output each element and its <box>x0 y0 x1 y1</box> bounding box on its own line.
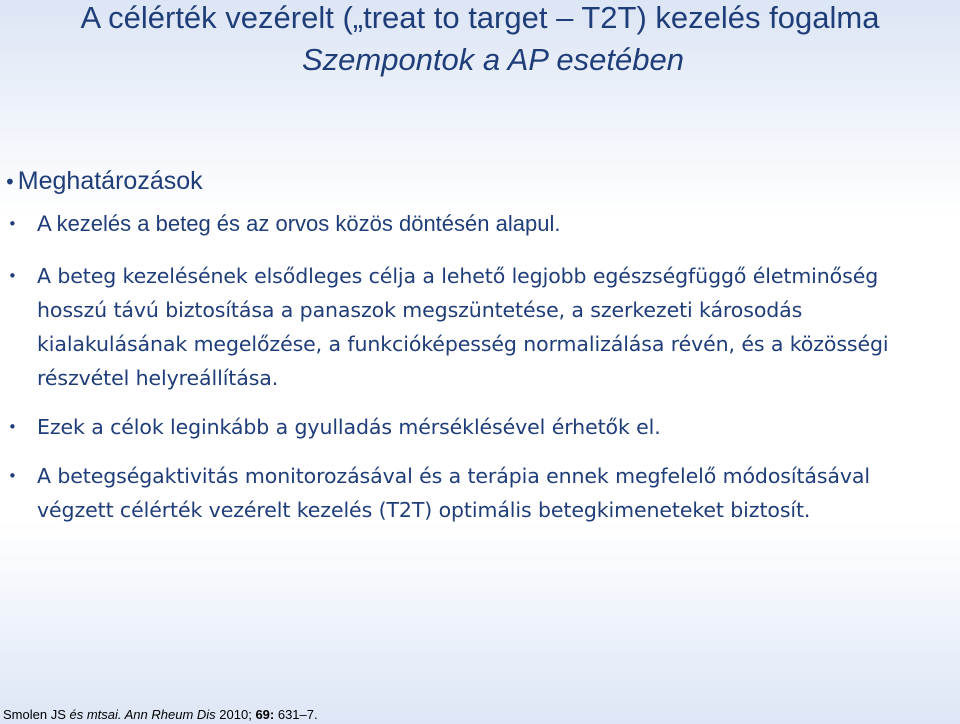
bullet-item <box>0 459 960 527</box>
citation-journal: és mtsai. Ann Rheum Dis <box>69 707 216 722</box>
title-line-2: Szempontok a AP esetében <box>301 42 684 77</box>
bullet-list <box>0 207 960 527</box>
bullet-icon: • <box>8 418 17 436</box>
bullet-text: A kezelés a beteg és az orvos közös döntésén alapul. <box>37 211 561 236</box>
bullet-text-line: végzett célérték vezérelt kezelés (T2T) optimális betegkimeneteket biztosít. <box>37 498 811 522</box>
citation-authors: Smolen JS <box>3 707 70 722</box>
bullet-icon: • <box>8 267 17 285</box>
citation-year: 2010; <box>215 707 256 722</box>
section-heading <box>4 165 203 198</box>
heading-bullet-icon: • <box>4 170 16 194</box>
bullet-item <box>0 207 960 241</box>
bullet-item <box>0 410 960 444</box>
citation-footer <box>3 706 318 724</box>
bullet-item <box>0 259 960 395</box>
bullet-text-line: A beteg kezelésének elsődleges célja a lehető legjobb egészségfüggő életminőség <box>37 264 879 288</box>
bullet-icon: • <box>8 215 17 233</box>
heading-text: Meghatározások <box>17 167 203 195</box>
bullet-text-line: A betegségaktivitás monitorozásával és a terápia ennek megfelelő módosításával <box>37 464 870 488</box>
bullet-text-line: hosszú távú biztosítása a panaszok megszüntetése, a szerkezeti károsodás <box>37 298 803 322</box>
citation-volume: 69: <box>255 707 275 722</box>
bullet-text: Ezek a célok leginkább a gyulladás mérséklésével érhetők el. <box>37 415 661 439</box>
bullet-text-line: részvétel helyreállítása. <box>37 366 279 390</box>
bullet-icon: • <box>8 467 17 485</box>
bullet-text-line: kialakulásának megelőzése, a funkcióképesség normalizálása révén, és a közösségi <box>37 332 889 356</box>
title-line-1: A célérték vezérelt („treat to target – T2T) kezelés fogalma <box>80 0 880 35</box>
citation-pages: 631–7. <box>274 707 318 722</box>
